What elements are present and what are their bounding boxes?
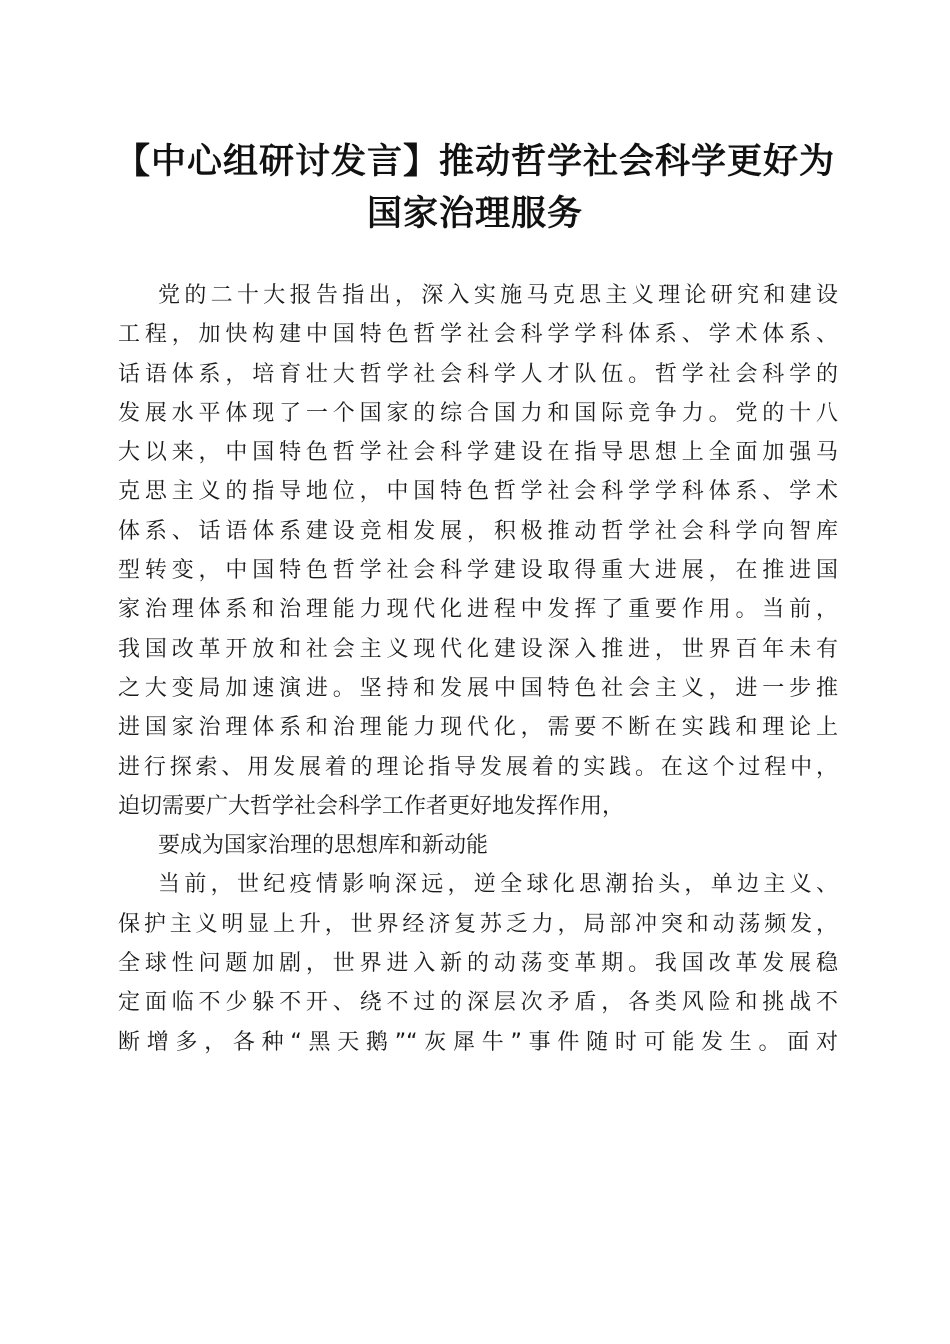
text-line: 型转变，中国特色哲学社会科学建设取得重大进展，在推进国 <box>118 558 838 584</box>
text-line: 体系、话语体系建设竞相发展，积极推动哲学社会科学向智库 <box>118 518 838 544</box>
paragraph <box>118 865 838 1061</box>
text-line: 我国改革开放和社会主义现代化建设深入推进，世界百年未有 <box>118 636 838 662</box>
text-line: 保护主义明显上升，世界经济复苏乏力，局部冲突和动荡频发， <box>118 911 838 937</box>
title-line-2: 国家治理服务 <box>366 193 583 234</box>
text-line: 迫切需要广大哲学社会科学工作者更好地发挥作用， <box>118 793 625 819</box>
text-line: 全球性问题加剧，世界进入新的动荡变革期。我国改革发展稳 <box>118 951 838 977</box>
text-line: 进行探索、用发展着的理论指导发展着的实践。在这个过程中， <box>118 754 838 780</box>
text-line: 定面临不少躲不开、绕不过的深层次矛盾，各类风险和挑战不 <box>118 990 838 1016</box>
document-body <box>118 276 838 1062</box>
section-heading <box>118 826 838 865</box>
text-line: 大以来，中国特色哲学社会科学建设在指导思想上全面加强马 <box>118 440 838 466</box>
text-line: 之大变局加速演进。坚持和发展中国特色社会主义，进一步推 <box>118 675 838 701</box>
document-title <box>90 136 860 240</box>
title-line-1: 【中心组研讨发言】推动哲学社会科学更好为 <box>114 141 835 182</box>
text-line: 断增多，各种“黑天鹅”“灰犀牛”事件随时可能发生。面对 <box>118 1029 838 1055</box>
text-line: 进国家治理体系和治理能力现代化，需要不断在实践和理论上 <box>118 715 838 741</box>
text-line: 工程，加快构建中国特色哲学社会科学学科体系、学术体系、 <box>118 322 838 348</box>
text-line: 家治理体系和治理能力现代化进程中发挥了重要作用。当前， <box>118 597 838 623</box>
text-line: 党的二十大报告指出，深入实施马克思主义理论研究和建设 <box>158 283 838 308</box>
text-line: 要成为国家治理的思想库和新动能 <box>158 833 489 859</box>
text-line: 克思主义的指导地位，中国特色哲学社会科学学科体系、学术 <box>118 479 838 505</box>
text-line: 话语体系，培育壮大哲学社会科学人才队伍。哲学社会科学的 <box>118 361 838 387</box>
text-line: 当前，世纪疫情影响深远，逆全球化思潮抬头，单边主义、 <box>158 872 838 898</box>
paragraph <box>118 276 838 826</box>
text-line: 发展水平体现了一个国家的综合国力和国际竞争力。党的十八 <box>118 400 838 426</box>
